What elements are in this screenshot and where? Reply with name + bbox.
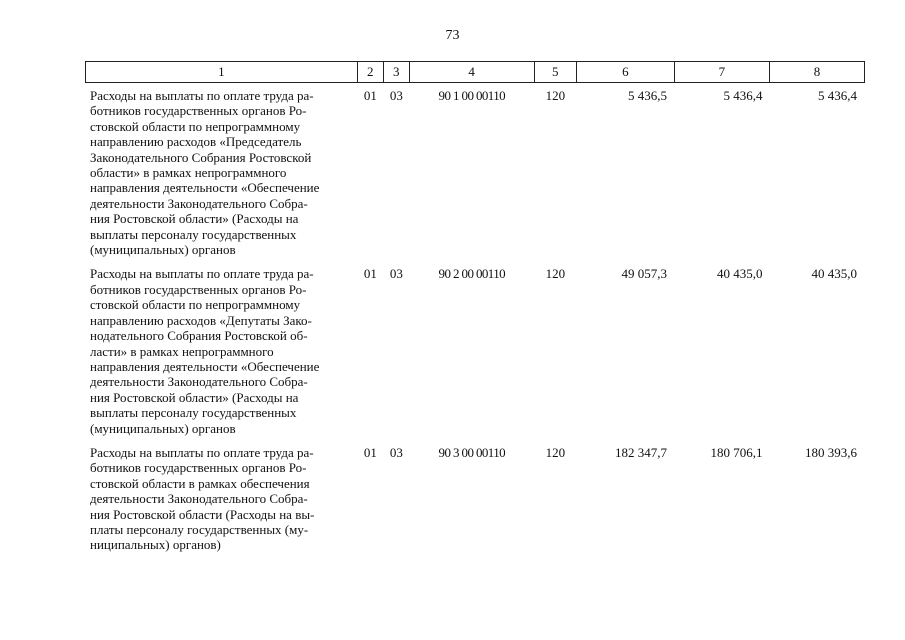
header-col-5: 5 xyxy=(535,62,577,82)
section-code: 01 xyxy=(363,444,377,460)
desc-line: стовской области по непрограммному xyxy=(90,118,301,134)
desc-line: деятельности Законодательного Собра- xyxy=(90,491,308,507)
table-row xyxy=(85,266,865,435)
desc-line: направления деятельности «Обеспечение xyxy=(90,180,320,196)
header-col-7: 7 xyxy=(675,62,770,82)
amount-col-8: 40 435,0 xyxy=(811,266,857,282)
desc-line: Законодательного Собрания Ростовской xyxy=(90,149,312,165)
desc-line: направлению расходов «Председатель xyxy=(90,134,302,150)
desc-line: ботников государственных органов Ро- xyxy=(90,103,307,119)
target-article-code: 90 3 00 00110 xyxy=(438,444,506,460)
table-body xyxy=(85,88,865,562)
amount-col-6: 5 436,5 xyxy=(627,88,667,103)
desc-line: ласти» в рамках непрограммного xyxy=(90,343,274,359)
subsection-code: 03 xyxy=(389,444,403,460)
section-code: 01 xyxy=(363,266,377,282)
amount-col-7: 180 706,1 xyxy=(710,444,763,460)
header-col-4: 4 xyxy=(410,62,535,82)
target-article-code: 90 1 00 00110 xyxy=(438,88,506,103)
section-code: 01 xyxy=(363,88,377,103)
table-header xyxy=(85,61,865,83)
desc-line: направлению расходов «Депутаты Зако- xyxy=(90,312,312,328)
desc-line: выплаты персоналу государственных xyxy=(90,226,297,242)
desc-line: (муниципальных) органов xyxy=(90,242,236,258)
row-description xyxy=(85,266,357,435)
amount-col-8: 5 436,4 xyxy=(817,88,857,103)
desc-line: ния Ростовской области (Расходы на вы- xyxy=(90,506,315,522)
expense-type-code: 120 xyxy=(545,444,566,460)
amount-col-6: 182 347,7 xyxy=(614,444,667,460)
table-row xyxy=(85,88,865,257)
expense-type-code: 120 xyxy=(545,266,566,282)
subsection-code: 03 xyxy=(389,88,403,103)
desc-line: ботников государственных органов Ро- xyxy=(90,460,307,476)
desc-line: ботников государственных органов Ро- xyxy=(90,281,307,297)
header-col-2: 2 xyxy=(358,62,384,82)
target-article-code: 90 2 00 00110 xyxy=(438,266,506,282)
expense-type-code: 120 xyxy=(545,88,566,103)
header-col-6: 6 xyxy=(577,62,675,82)
desc-line: нодательного Собрания Ростовской об- xyxy=(90,328,308,344)
header-col-8: 8 xyxy=(813,64,821,79)
desc-line: Расходы на выплаты по оплате труда ра- xyxy=(90,444,314,460)
desc-line: деятельности Законодательного Собра- xyxy=(90,195,308,211)
header-col-3: 3 xyxy=(384,62,410,82)
desc-line: ниципальных) органов) xyxy=(90,537,221,553)
desc-line: деятельности Законодательного Собра- xyxy=(90,374,308,390)
desc-line: Расходы на выплаты по оплате труда ра- xyxy=(90,266,314,282)
amount-col-7: 5 436,4 xyxy=(723,88,763,103)
desc-line: ния Ростовской области» (Расходы на xyxy=(90,389,299,405)
desc-line: Расходы на выплаты по оплате труда ра- xyxy=(90,88,314,103)
amount-col-8: 180 393,6 xyxy=(804,444,857,460)
row-description xyxy=(85,88,357,257)
row-description xyxy=(85,445,357,553)
desc-line: стовской области по непрограммному xyxy=(90,297,301,313)
desc-line: стовской области в рамках обеспечения xyxy=(90,475,310,491)
amount-col-7: 40 435,0 xyxy=(716,266,763,282)
subsection-code: 03 xyxy=(389,266,403,282)
desc-line: выплаты персоналу государственных xyxy=(90,405,297,421)
amount-col-6: 49 057,3 xyxy=(621,266,667,282)
desc-line: (муниципальных) органов xyxy=(90,420,236,436)
desc-line: платы персоналу государственных (му- xyxy=(90,521,309,537)
header-col-1: 1 xyxy=(86,62,358,82)
page-number: 73 xyxy=(445,28,460,43)
desc-line: области» в рамках непрограммного xyxy=(90,165,287,181)
desc-line: направления деятельности «Обеспечение xyxy=(90,358,320,374)
table-row xyxy=(85,445,865,553)
desc-line: ния Ростовской области» (Расходы на xyxy=(90,211,299,227)
